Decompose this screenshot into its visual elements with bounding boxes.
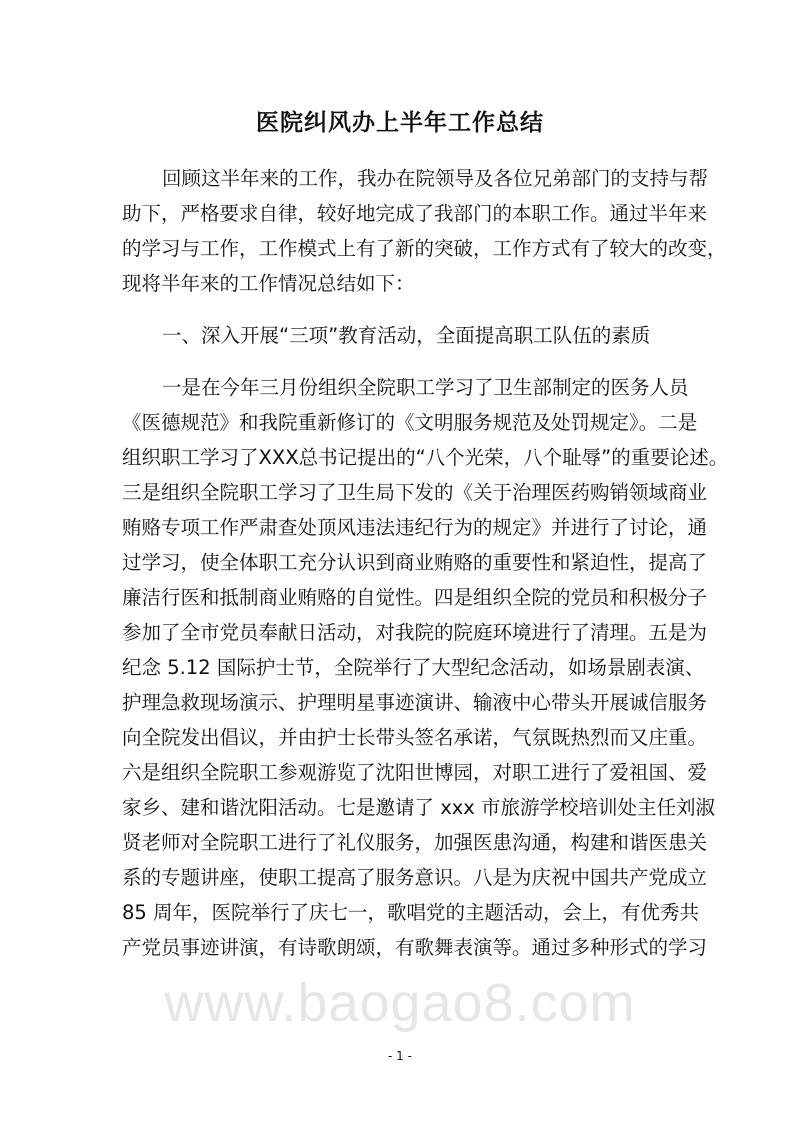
text-line: 85 周年，医院举行了庆七一，歌唱党的主题活动，会上，有优秀共 bbox=[122, 901, 700, 924]
text-line: 系的专题讲座，使职工提高了服务意识。八是为庆祝中国共产党成立 bbox=[122, 866, 708, 889]
document-body bbox=[122, 161, 729, 982]
text-line: 家乡、建和谐沈阳活动。七是邀请了 xxx 市旅游学校培训处主任刘淑 bbox=[122, 796, 716, 819]
text-line: 廉洁行医和抵制商业贿赂的自觉性。四是组织全院的党员和积极分子 bbox=[122, 586, 708, 609]
text-line: 六是组织全院职工参观游览了沈阳世博园，对职工进行了爱祖国、爱 bbox=[122, 761, 708, 784]
text-line: 贤老师对全院职工进行了礼仪服务，加强医患沟通，构建和谐医患关 bbox=[122, 831, 708, 854]
text-line: 现将半年来的工作情况总结如下： bbox=[122, 272, 415, 295]
page-number: - 1 - bbox=[388, 1049, 412, 1063]
text-line: 过学习，使全体职工充分认识到商业贿赂的重要性和紧迫性，提高了 bbox=[122, 551, 708, 574]
paragraph bbox=[122, 318, 682, 353]
text-line: 《医德规范》和我院重新修订的《文明服务规范及处罚规定》。二是 bbox=[122, 411, 698, 434]
paragraph bbox=[122, 370, 729, 965]
paragraph bbox=[122, 161, 727, 301]
text-line: 组织职工学习了XXX总书记提出的“八个光荣，八个耻辱”的重要论述。 bbox=[122, 446, 729, 469]
text-line: 三是组织全院职工学习了卫生局下发的《关于治理医药购销领域商业 bbox=[122, 481, 708, 504]
text-line: 向全院发出倡议，并由护士长带头签名承诺，气氛既热烈而又庄重。 bbox=[122, 726, 708, 749]
text-line: 回顾这半年来的工作，我办在院领导及各位兄弟部门的支持与帮 bbox=[162, 167, 709, 190]
text-line: 参加了全市党员奉献日活动，对我院的院庭环境进行了清理。五是为 bbox=[122, 621, 708, 644]
text-line: 一是在今年三月份组织全院职工学习了卫生部制定的医务人员 bbox=[162, 376, 689, 399]
text-line: 产党员事迹讲演，有诗歌朗颂，有歌舞表演等。通过多种形式的学习 bbox=[122, 936, 708, 959]
text-line: 助下，严格要求自律，较好地完成了我部门的本职工作。通过半年来 bbox=[122, 202, 708, 225]
text-line: 的学习与工作，工作模式上有了新的突破，工作方式有了较大的改变， bbox=[122, 237, 727, 260]
text-line: 护理急救现场演示、护理明星事迹演讲、输液中心带头开展诚信服务 bbox=[122, 691, 708, 714]
text-line: 贿赂专项工作严肃查处顶风违法违纪行为的规定》并进行了讨论，通 bbox=[122, 516, 708, 539]
text-line: 一、深入开展“三项”教育活动，全面提高职工队伍的素质 bbox=[162, 324, 651, 347]
document-title: 医院纠风办上半年工作总结 bbox=[256, 110, 544, 136]
text-line: 纪念 5.12 国际护士节，全院举行了大型纪念活动，如场景剧表演、 bbox=[122, 656, 705, 679]
watermark: www.baogao8.com bbox=[164, 973, 636, 1033]
